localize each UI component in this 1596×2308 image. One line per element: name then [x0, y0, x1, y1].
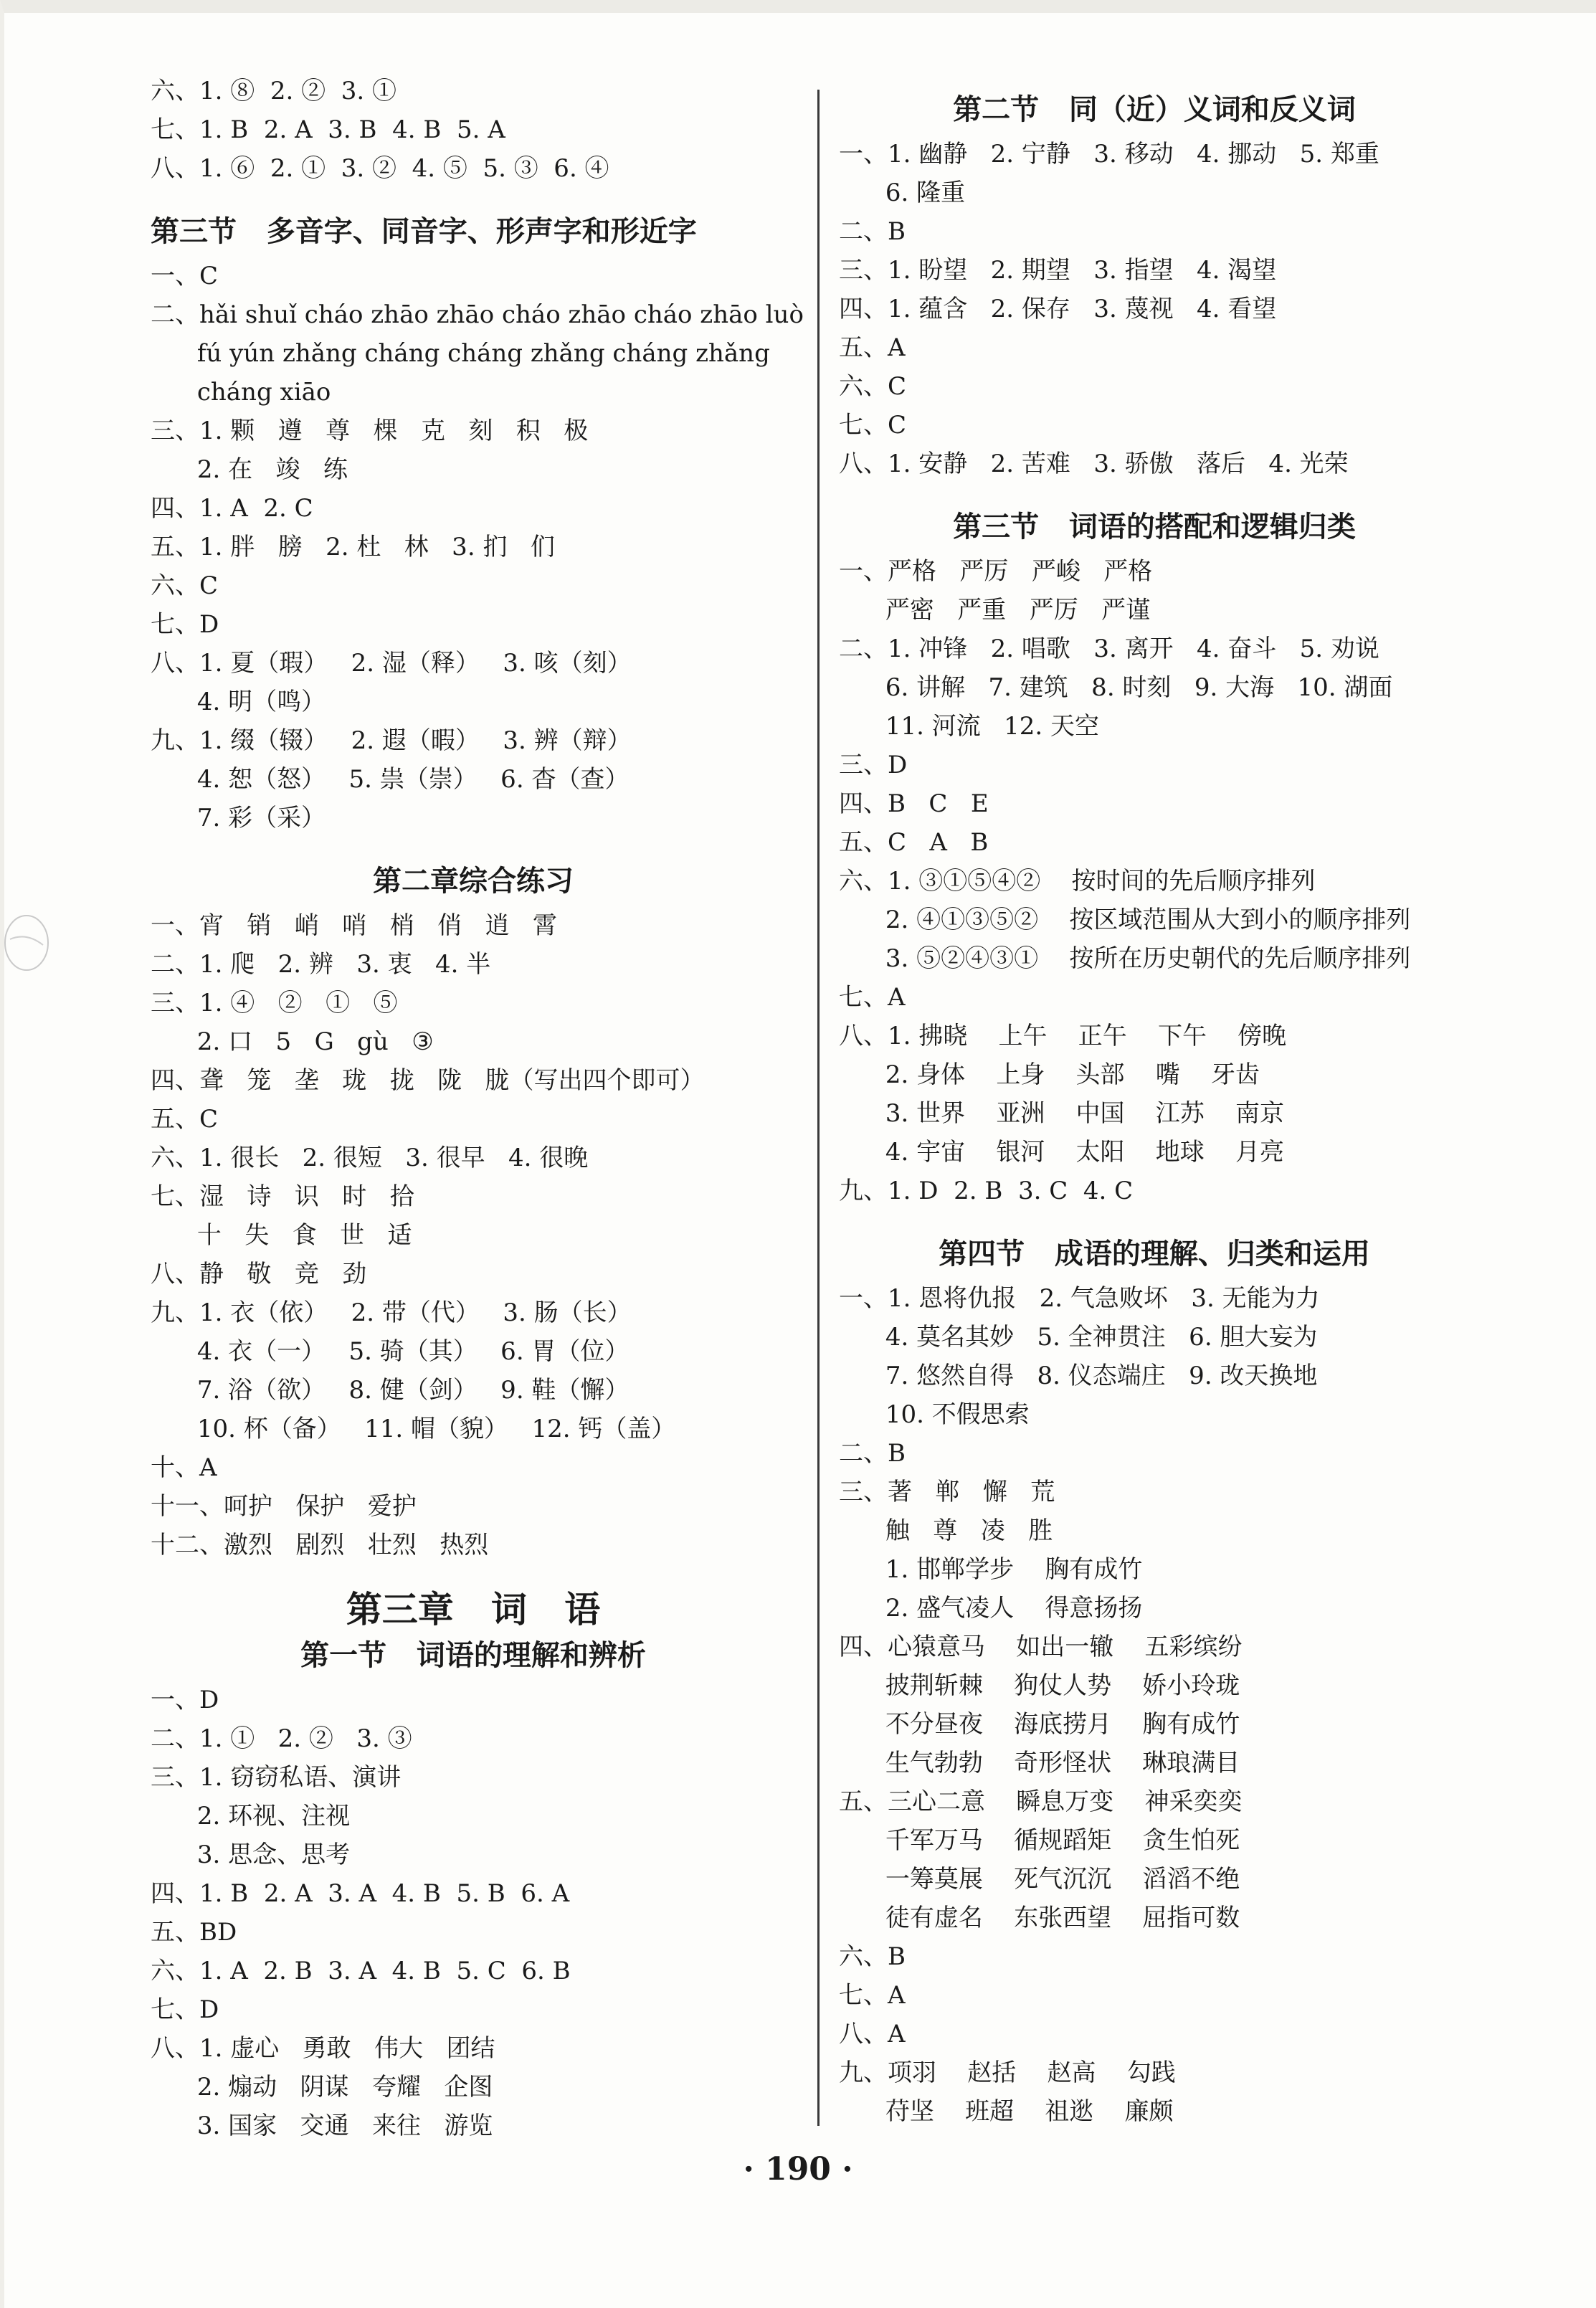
answer-line: 2. ④①③⑤② 按区域范围从大到小的顺序排列 — [839, 906, 1411, 934]
answer-line: 六、C — [839, 372, 907, 401]
answer-line: 生气勃勃 奇形怪状 琳琅满目 — [839, 1749, 1240, 1777]
answer-line: 八、1. ⑥ 2. ① 3. ② 4. ⑤ 5. ③ 6. ④ — [151, 154, 609, 183]
answer-line: 2. 环视、注视 — [151, 1802, 351, 1830]
answer-line: 十一、呵护 保护 爱护 — [151, 1492, 417, 1521]
answer-line: 九、1. D 2. B 3. C 4. C — [839, 1177, 1134, 1205]
answer-line: 一、宵 销 峭 哨 梢 俏 逍 霄 — [151, 911, 557, 940]
answer-line: 6. 讲解 7. 建筑 8. 时刻 9. 大海 10. 湖面 — [839, 673, 1393, 702]
answer-line: 六、1. A 2. B 3. A 4. B 5. C 6. B — [151, 1957, 571, 1985]
answer-line: 2. 煽动 阴谋 夸耀 企图 — [151, 2073, 493, 2102]
answer-line: 3. ⑤②④③① 按所在历史朝代的先后顺序排列 — [839, 944, 1411, 973]
answer-line: 严密 严重 严厉 严谨 — [839, 596, 1151, 625]
answer-line: 七、A — [839, 1981, 906, 2010]
answer-line: 一、1. 恩将仇报 2. 气急败坏 3. 无能为力 — [839, 1284, 1320, 1313]
answer-line: 七、A — [839, 983, 906, 1012]
answer-line: 七、D — [151, 1995, 219, 2024]
answer-line: 披荆斩棘 狗仗人势 娇小玲珑 — [839, 1671, 1240, 1700]
answer-line: 三、1. ④ ② ① ⑤ — [151, 989, 398, 1017]
answer-line: 七、1. B 2. A 3. B 4. B 5. A — [151, 115, 505, 144]
answer-line: 七、C — [839, 411, 907, 440]
answer-line: 二、1. 爬 2. 辨 3. 衷 4. 半 — [151, 950, 491, 979]
answer-line: 2. 在 竣 练 — [151, 455, 348, 484]
section-heading: 第三节 词语的搭配和逻辑归类 — [953, 510, 1356, 543]
answer-line: 四、1. 蕴含 2. 保存 3. 蔑视 4. 看望 — [839, 295, 1277, 323]
answer-line: 二、hǎi shuǐ cháo zhāo zhāo cháo zhāo cháo zhāo luò — [151, 300, 804, 329]
answer-line: cháng xiāo — [151, 378, 331, 407]
right-answer-column — [839, 72, 1470, 2131]
answer-line: 4. 莫名其妙 5. 全神贯注 6. 胆大妄为 — [839, 1323, 1318, 1352]
answer-line: 四、聋 笼 垄 珑 拢 陇 胧（写出四个即可） — [151, 1066, 705, 1095]
answer-line: 一、D — [151, 1686, 219, 1714]
answer-line: 6. 隆重 — [839, 179, 966, 207]
answer-line: 4. 宇宙 银河 太阳 地球 月亮 — [839, 1138, 1285, 1167]
answer-line: 十二、激烈 剧烈 壮烈 热烈 — [151, 1531, 489, 1559]
answer-line: 7. 悠然自得 8. 仪态端庄 9. 改天换地 — [839, 1362, 1318, 1390]
answer-line: 四、心猿意马 如出一辙 五彩缤纷 — [839, 1633, 1243, 1661]
faint-stamp-mark — [1, 911, 52, 975]
answer-line: 7. 浴（欲） 8. 健（剑） 9. 鞋（懈） — [151, 1376, 630, 1405]
answer-line: 九、1. 衣（依） 2. 带（代） 3. 肠（长） — [151, 1298, 632, 1327]
answer-line: 10. 不假思索 — [839, 1400, 1030, 1429]
answer-line: 六、1. ③①⑤④② 按时间的先后顺序排列 — [839, 867, 1316, 896]
answer-line: 4. 恕（怒） 5. 祟（崇） 6. 杳（查） — [151, 765, 630, 794]
answer-line: 2. 身体 上身 头部 嘴 牙齿 — [839, 1060, 1260, 1089]
answer-line: 六、C — [151, 571, 219, 600]
answer-line: 三、D — [839, 751, 908, 779]
chapter-title: 第三章 词 语 — [346, 1589, 601, 1630]
answer-line: 3. 世界 亚洲 中国 江苏 南京 — [839, 1099, 1285, 1128]
section-heading: 第二章综合练习 — [373, 865, 574, 898]
answer-line: 1. 邯郸学步 胸有成竹 — [839, 1555, 1143, 1584]
answer-line: 八、静 敬 竞 劲 — [151, 1260, 367, 1288]
answer-line: 不分昼夜 海底捞月 胸有成竹 — [839, 1710, 1240, 1739]
section-heading: 第一节 词语的理解和辨析 — [300, 1639, 646, 1672]
left-answer-column — [151, 72, 804, 2145]
answer-line: 十、A — [151, 1453, 217, 1482]
answer-line: 3. 思念、思考 — [151, 1841, 351, 1869]
section-heading: 第三节 多音字、同音字、形声字和形近字 — [151, 215, 697, 248]
section-heading: 第二节 同（近）义词和反义词 — [953, 93, 1356, 126]
answer-line: 六、1. ⑧ 2. ② 3. ① — [151, 77, 396, 105]
answer-line: fú yún zhǎng cháng cháng zhǎng cháng zhǎng — [151, 339, 770, 368]
answer-line: 五、1. 胖 膀 2. 杜 林 3. 扪 们 — [151, 533, 555, 561]
answer-line: 千军万马 循规蹈矩 贪生怕死 — [839, 1826, 1240, 1855]
answer-line: 2. 口 5 G gù ③ — [151, 1027, 434, 1056]
answer-line: 四、1. A 2. C — [151, 494, 313, 523]
answer-line: 五、三心二意 瞬息万变 神采奕奕 — [839, 1787, 1243, 1816]
answer-line: 五、BD — [151, 1918, 237, 1947]
answer-line: 触 尊 凌 胜 — [839, 1516, 1053, 1545]
section-heading: 第四节 成语的理解、归类和运用 — [939, 1238, 1370, 1271]
answer-line: 九、1. 缀（辍） 2. 遐（暇） 3. 辨（辩） — [151, 726, 632, 755]
answer-line: 二、B — [839, 217, 906, 246]
answer-line: 八、1. 虚心 勇敢 伟大 团结 — [151, 2034, 495, 2063]
answer-line: 六、B — [839, 1942, 906, 1971]
column-divider — [817, 90, 820, 2126]
answer-line: 六、1. 很长 2. 很短 3. 很早 4. 很晚 — [151, 1144, 589, 1172]
answer-line: 四、B C E — [839, 789, 989, 818]
answer-line: 五、C A B — [839, 828, 989, 857]
answer-line: 苻坚 班超 祖逖 廉颇 — [839, 2097, 1174, 2126]
answer-line: 五、A — [839, 333, 906, 362]
answer-line: 徒有虚名 东张西望 屈指可数 — [839, 1904, 1240, 1932]
answer-line: 三、1. 颗 遵 尊 棵 克 刻 积 极 — [151, 417, 589, 445]
answer-line: 二、1. ① 2. ② 3. ③ — [151, 1724, 412, 1753]
answer-line: 七、湿 诗 识 时 拾 — [151, 1182, 414, 1211]
answer-line: 九、项羽 赵括 赵高 勾践 — [839, 2058, 1176, 2087]
answer-line: 一、1. 幽静 2. 宁静 3. 移动 4. 挪动 5. 郑重 — [839, 140, 1379, 168]
answer-line: 三、著 郸 懈 荒 — [839, 1478, 1055, 1506]
answer-line: 八、1. 安静 2. 苦难 3. 骄傲 落后 4. 光荣 — [839, 450, 1349, 478]
answer-line: 二、B — [839, 1439, 906, 1468]
answer-line: 二、1. 冲锋 2. 唱歌 3. 离开 4. 奋斗 5. 劝说 — [839, 635, 1379, 663]
answer-line: 10. 杯（备） 11. 帽（貌） 12. 钙（盖） — [151, 1415, 676, 1443]
answer-line: 七、D — [151, 610, 219, 639]
answer-line: 4. 衣（一） 5. 骑（其） 6. 胃（位） — [151, 1337, 630, 1366]
answer-line: 一筹莫展 死气沉沉 滔滔不绝 — [839, 1865, 1240, 1894]
answer-line: 2. 盛气凌人 得意扬扬 — [839, 1594, 1143, 1623]
answer-line: 一、C — [151, 262, 219, 290]
answer-line: 四、1. B 2. A 3. A 4. B 5. B 6. A — [151, 1879, 570, 1908]
answer-line: 4. 明（鸣） — [151, 688, 326, 716]
answer-line: 十 失 食 世 适 — [151, 1221, 412, 1250]
answer-line: 3. 国家 交通 来往 游览 — [151, 2112, 493, 2140]
answer-line: 八、1. 拂晓 上午 正午 下午 傍晚 — [839, 1022, 1287, 1050]
answer-line: 11. 河流 12. 天空 — [839, 712, 1100, 741]
answer-line: 三、1. 盼望 2. 期望 3. 指望 4. 渴望 — [839, 256, 1277, 285]
page-number: · 190 · — [743, 2151, 853, 2188]
answer-line: 八、A — [839, 2020, 906, 2048]
answer-line: 五、C — [151, 1105, 219, 1134]
answer-line: 一、严格 严厉 严峻 严格 — [839, 557, 1153, 586]
answer-line: 八、1. 夏（瑕） 2. 湿（释） 3. 咳（刻） — [151, 649, 632, 678]
answer-line: 三、1. 窃窃私语、演讲 — [151, 1763, 402, 1792]
answer-line: 7. 彩（采） — [151, 804, 326, 832]
